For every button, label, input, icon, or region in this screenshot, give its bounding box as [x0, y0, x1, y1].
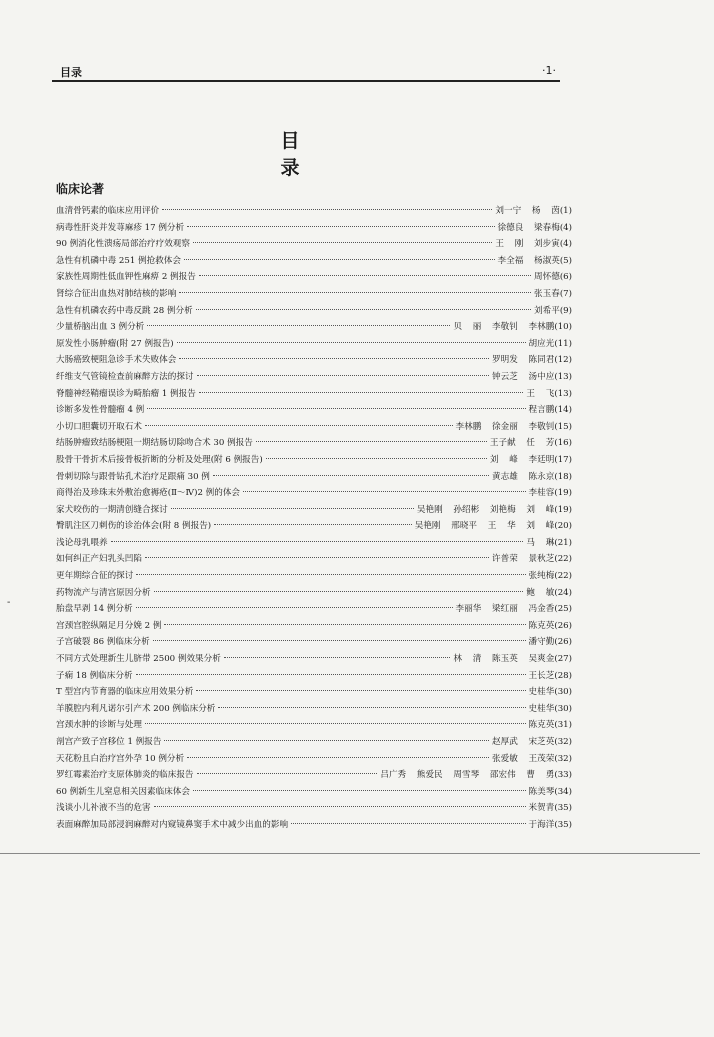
- toc-entry-page: (11): [554, 338, 572, 349]
- toc-entry: [56, 751, 572, 768]
- toc-entry-title: 肾综合征出血热对肺结核的影响: [56, 288, 177, 299]
- toc-entry-authors: 李林鹏 徐金丽 李敬钊: [455, 421, 555, 432]
- toc-entry-title: 不同方式处理新生儿脐带 2500 例效果分析: [56, 654, 221, 665]
- toc-entry: [56, 469, 572, 486]
- toc-entry-title: 骨刺切除与跟骨钻孔术治疗足跟痛 30 例: [56, 471, 210, 482]
- leader-dots: [164, 624, 525, 625]
- leader-dots: [291, 823, 526, 824]
- toc-entry: [56, 220, 572, 237]
- toc-entry-authors: 史桂华: [528, 687, 555, 698]
- leader-dots: [145, 557, 489, 558]
- toc-entry-authors: 程言鹏: [528, 405, 555, 416]
- toc-entry-authors: 张爱敏 王茂荣: [492, 753, 555, 764]
- toc-entry-authors: 潘守勤: [528, 637, 555, 648]
- toc-entry-title: 病毒性肝炎并发荨麻疹 17 例分析: [56, 222, 185, 233]
- leader-dots: [145, 723, 526, 724]
- toc-entry-page: (30): [554, 687, 572, 698]
- toc-entry-page: (1): [559, 206, 572, 216]
- leader-dots: [214, 524, 412, 525]
- toc-entry-title: 急性有机磷农药中毒反跳 28 例分析: [56, 305, 193, 316]
- toc-entry: [56, 784, 572, 801]
- toc-entry: [56, 319, 572, 336]
- toc-entry-authors: 史桂华: [528, 703, 555, 714]
- toc-entry-page: (15): [554, 421, 572, 432]
- toc-entry: [56, 717, 572, 734]
- toc-entry-title: 纤维支气管镜检查前麻醉方法的探讨: [56, 371, 194, 382]
- toc-entry: [56, 236, 572, 253]
- leader-dots: [266, 458, 487, 459]
- toc-entry: [56, 502, 572, 519]
- toc-entry-title: 大肠癌致梗阻急诊手术失败体会: [56, 355, 177, 366]
- toc-entry-title: 子宫破裂 86 例临床分析: [56, 637, 150, 648]
- toc-entry-title: 浅谈小儿补液不当的危害: [56, 803, 151, 814]
- leader-dots: [136, 674, 526, 675]
- toc-entry-page: (19): [554, 488, 572, 499]
- running-header-title: 目录: [60, 66, 82, 79]
- toc-entry-page: (20): [554, 521, 572, 532]
- toc-entry-authors: 米贺青: [528, 803, 555, 814]
- toc-entry-title: 浅论母乳喂养: [56, 537, 108, 548]
- toc-entry-page: (30): [554, 703, 572, 714]
- toc-entry: [56, 601, 572, 618]
- leader-dots: [199, 275, 531, 276]
- toc-entry: [56, 419, 572, 436]
- toc-entry-title: 天花粉且白治疗宫外孕 10 例分析: [56, 753, 185, 764]
- leader-dots: [153, 640, 526, 641]
- toc-entry-authors: 马 琳: [526, 537, 555, 548]
- leader-dots: [224, 657, 451, 658]
- toc-entry-title: 商得治及珍珠末外敷治愈褥疮(Ⅱ～Ⅳ)2 例的体会: [56, 488, 241, 499]
- toc-entry-authors: 罗明发 陈同君: [492, 355, 555, 366]
- leader-dots: [179, 358, 489, 359]
- leader-dots: [187, 757, 489, 758]
- toc-entry-page: (24): [554, 587, 572, 598]
- toc-entry-authors: 李全福 杨淑英: [497, 255, 560, 266]
- toc-entry-page: (26): [554, 637, 572, 648]
- toc-entry-page: (6): [559, 272, 572, 283]
- toc-entry-authors: 赵厚武 宋芝英: [492, 737, 555, 747]
- leader-dots: [177, 342, 526, 343]
- toc-entry-title: 脊髓神经鞘瘤误诊为畸胎瘤 1 例报告: [56, 388, 196, 399]
- toc-entry-authors: 刘一宁 杨 茵: [495, 206, 560, 216]
- toc-entry-title: 血清骨钙素的临床应用评价: [56, 206, 160, 216]
- toc-entry: [56, 336, 572, 353]
- toc-entry-page: (9): [559, 305, 572, 316]
- toc-entry-title: 罗红霉素治疗支原体肺炎的临床报告: [56, 770, 194, 781]
- toc-entry: [56, 452, 572, 469]
- toc-entry-title: 家犬咬伤的一期清创缝合探讨: [56, 504, 168, 515]
- toc-entry-page: (27): [554, 654, 572, 665]
- toc-entry: [56, 352, 572, 369]
- toc-entry-page: (35): [554, 803, 572, 814]
- leader-dots: [162, 209, 492, 210]
- bottom-rule: [0, 853, 700, 854]
- toc-entry-authors: 刘 峰 李廷明: [489, 454, 555, 465]
- leader-dots: [243, 491, 526, 492]
- toc-entry-page: (34): [554, 786, 572, 797]
- toc-entry-page: (22): [554, 571, 572, 582]
- leader-dots: [197, 375, 490, 376]
- toc-entry-authors: 王子献 任 芳: [489, 438, 555, 449]
- toc-entry-title: 更年期综合征的探讨: [56, 571, 134, 582]
- toc-entry-title: 原发性小肠肿瘤(附 27 例报告): [56, 338, 174, 349]
- toc-entry: [56, 817, 572, 834]
- toc-entry-page: (28): [554, 670, 572, 681]
- toc-entry-page: (32): [554, 753, 572, 764]
- toc-entry: [56, 485, 572, 502]
- toc-entry: [56, 651, 572, 668]
- toc-entry-page: (12): [554, 355, 572, 366]
- leader-dots: [193, 790, 526, 791]
- toc-entry-page: (4): [559, 239, 572, 250]
- toc-entry: [56, 684, 572, 701]
- toc-entry-authors: 鲍 敏: [526, 587, 555, 598]
- header-rule: [52, 80, 560, 82]
- toc-entry: [56, 253, 572, 270]
- toc-entry-title: 胎盘早剥 14 例分析: [56, 604, 133, 615]
- toc-entry-page: (7): [559, 288, 572, 299]
- toc-entry: [56, 701, 572, 718]
- toc-entry-authors: 许普荣 景秋芝: [492, 554, 555, 565]
- toc-entry-title: 如何纠正产妇乳头凹陷: [56, 554, 142, 565]
- leader-dots: [154, 806, 526, 807]
- toc-entry: [56, 435, 572, 452]
- toc-entry-title: 小切口胆囊切开取石术: [56, 421, 142, 432]
- leader-dots: [136, 574, 525, 575]
- toc-entry-page: (35): [554, 819, 572, 830]
- leader-dots: [164, 740, 489, 741]
- leader-dots: [136, 607, 453, 608]
- toc-entry-title: 结肠肿瘤致结肠梗阻一期结肠切除吻合术 30 例报告: [56, 438, 253, 449]
- leader-dots: [179, 292, 531, 293]
- leader-dots: [197, 773, 378, 774]
- toc-entry-authors: 张纯梅: [528, 571, 555, 582]
- toc-entry-authors: 吕广秀 熊爱民 周雪琴 邵宏伟 曹 勇: [380, 770, 555, 781]
- toc-entry-title: 子痫 18 例临床分析: [56, 670, 133, 681]
- toc-entry-page: (19): [554, 504, 572, 515]
- toc-entry: [56, 568, 572, 585]
- toc-entry-title: 90 例消化性溃疡局部治疗疗效观察: [56, 239, 190, 250]
- toc-entry: [56, 203, 572, 220]
- leader-dots: [196, 690, 525, 691]
- leader-dots: [184, 259, 495, 260]
- toc-list: [56, 203, 572, 834]
- toc-entry: [56, 618, 572, 635]
- toc-entry-authors: 陈美琴: [528, 786, 555, 797]
- toc-entry-page: (13): [554, 388, 572, 399]
- leader-dots: [196, 309, 531, 310]
- toc-entry-authors: 胡应光: [528, 338, 555, 349]
- leader-dots: [145, 425, 453, 426]
- toc-entry: [56, 269, 572, 286]
- toc-entry-authors: 于海洋: [528, 819, 555, 830]
- margin-mark: -: [7, 597, 11, 608]
- toc-entry-authors: 周怀德: [534, 272, 560, 283]
- leader-dots: [199, 392, 524, 393]
- toc-entry: [56, 402, 572, 419]
- leader-dots: [111, 541, 524, 542]
- toc-entry: [56, 734, 572, 751]
- toc-entry-page: (32): [554, 737, 572, 747]
- page-number: ·1·: [542, 64, 556, 77]
- running-header: [52, 63, 558, 79]
- toc-entry-title: 急性有机磷中毒 251 例抢救体会: [56, 255, 181, 266]
- toc-entry: [56, 518, 572, 535]
- toc-entry-page: (25): [554, 604, 572, 615]
- toc-entry-page: (4): [559, 222, 572, 233]
- toc-entry: [56, 800, 572, 817]
- toc-entry: [56, 551, 572, 568]
- toc-entry-authors: 黄志雄 陈永京: [492, 471, 555, 482]
- leader-dots: [187, 226, 494, 227]
- toc-entry-title: 表面麻醉加局部浸润麻醉对内窥镜鼻窦手术中减少出血的影响: [56, 819, 289, 830]
- section-heading: 临床论著: [56, 182, 105, 196]
- leader-dots: [147, 325, 450, 326]
- toc-entry-page: (26): [554, 620, 572, 631]
- toc-entry-authors: 李丽华 梁红丽 冯金香: [455, 604, 555, 615]
- toc-entry: [56, 303, 572, 320]
- toc-entry-authors: 陈克英: [528, 620, 555, 631]
- toc-entry-page: (18): [554, 471, 572, 482]
- toc-entry-title: T 型宫内节育器的临床应用效果分析: [56, 687, 194, 698]
- toc-entry-authors: 刘希平: [534, 305, 560, 316]
- leader-dots: [193, 242, 492, 243]
- toc-entry-page: (13): [554, 371, 572, 382]
- toc-entry-authors: 徐德良 梁春梅: [497, 222, 560, 233]
- toc-entry-page: (14): [554, 405, 572, 416]
- toc-entry-authors: 王 刚 刘步寅: [495, 239, 560, 250]
- leader-dots: [154, 591, 524, 592]
- toc-entry-page: (17): [554, 454, 572, 465]
- toc-entry: [56, 767, 572, 784]
- leader-dots: [147, 408, 525, 409]
- toc-entry-authors: 钟云芝 汤中应: [492, 371, 555, 382]
- toc-entry: [56, 634, 572, 651]
- toc-entry-authors: 贝 丽 李敬钊 李林鹏: [453, 322, 555, 333]
- toc-entry-title: 股骨干骨折术后接骨板折断的分析及处理(附 6 例报告): [56, 454, 263, 465]
- toc-entry: [56, 535, 572, 552]
- toc-entry-page: (5): [559, 255, 572, 266]
- toc-entry-title: 少量桥脑出血 3 例分析: [56, 322, 145, 333]
- toc-entry-page: (33): [554, 770, 572, 781]
- toc-entry: [56, 369, 572, 386]
- toc-entry-title: 家族性周期性低血钾性麻痹 2 例报告: [56, 272, 196, 283]
- toc-entry-authors: 王 飞: [526, 388, 555, 399]
- toc-entry-title: 宫颈宫腔纵隔足月分娩 2 例: [56, 620, 162, 631]
- toc-entry-title: 羊膜腔内利凡诺尔引产术 200 例临床分析: [56, 703, 216, 714]
- leader-dots: [218, 707, 525, 708]
- toc-entry-authors: 张玉春: [534, 288, 560, 299]
- toc-entry-authors: 林 清 陈玉英 吴爽金: [453, 654, 555, 665]
- toc-entry-authors: 吴艳刚 孙绍彬 刘艳梅 刘 峰: [416, 504, 555, 515]
- leader-dots: [256, 441, 487, 442]
- toc-entry-authors: 王长芝: [528, 670, 555, 681]
- toc-entry-title: 60 例新生儿窒息相关因素临床体会: [56, 786, 190, 797]
- leader-dots: [171, 508, 414, 509]
- toc-entry-authors: 吴艳刚 邢晓平 王 华 刘 峰: [414, 521, 555, 532]
- toc-entry-page: (16): [554, 438, 572, 449]
- toc-entry-page: (22): [554, 554, 572, 565]
- toc-entry-title: 臀肌注区刀刺伤的诊治体会(附 8 例报告): [56, 521, 212, 532]
- toc-entry: [56, 668, 572, 685]
- toc-entry-page: (21): [554, 537, 572, 548]
- toc-entry: [56, 386, 572, 403]
- toc-entry-page: (31): [554, 720, 572, 731]
- toc-entry-title: 宫颈水肿的诊断与处理: [56, 720, 142, 731]
- toc-entry-title: 药物流产与清宫原因分析: [56, 587, 151, 598]
- toc-entry-authors: 李桂容: [528, 488, 555, 499]
- toc-entry-authors: 陈克英: [528, 720, 555, 731]
- toc-entry-page: (10): [554, 322, 572, 333]
- toc-entry-title: 剖宫产致子宫移位 1 例报告: [56, 737, 162, 747]
- leader-dots: [213, 475, 489, 476]
- toc-entry: [56, 585, 572, 602]
- toc-entry: [56, 286, 572, 303]
- toc-entry-title: 诊断多发性骨髓瘤 4 例: [56, 405, 145, 416]
- page-title: 目 录: [280, 130, 340, 179]
